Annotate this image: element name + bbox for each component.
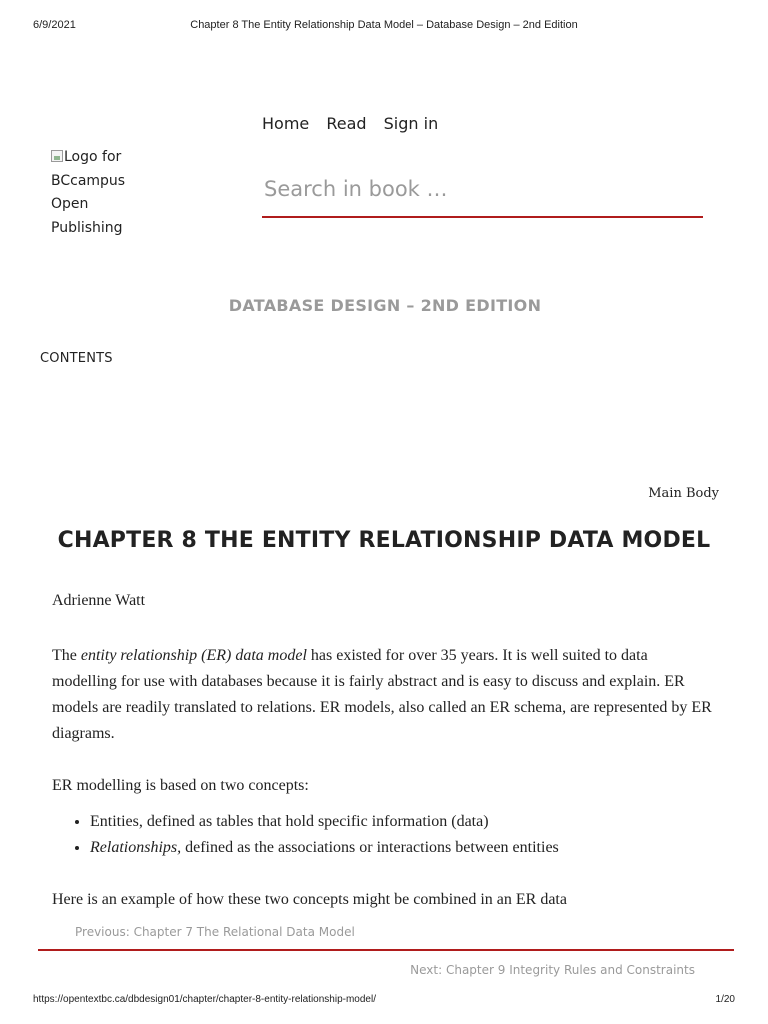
nav-sign-in-link[interactable]: Sign in bbox=[383, 114, 439, 133]
nav-home-link[interactable]: Home bbox=[262, 114, 310, 133]
chapter-title: CHAPTER 8 THE ENTITY RELATIONSHIP DATA MODEL bbox=[57, 528, 711, 553]
contents-toggle[interactable]: CONTENTS bbox=[40, 351, 113, 366]
example-paragraph: Here is an example of how these two concepts might be combined in an ER data bbox=[52, 891, 567, 908]
chapter-content bbox=[52, 643, 712, 939]
concepts-paragraph: ER modelling is based on two concepts: bbox=[52, 777, 309, 794]
broken-image-icon bbox=[51, 150, 63, 162]
print-page-number: 1/20 bbox=[715, 994, 735, 1005]
print-date: 6/9/2021 bbox=[33, 19, 76, 31]
er-model-term: entity relationship (ER) data model bbox=[80, 647, 307, 664]
next-chapter-link[interactable]: Next: Chapter 9 Integrity Rules and Constraints bbox=[410, 963, 695, 977]
concepts-list bbox=[52, 809, 712, 861]
nav-read-link[interactable]: Read bbox=[326, 114, 367, 133]
logo[interactable] bbox=[51, 146, 141, 240]
author: Adrienne Watt bbox=[52, 592, 146, 609]
list-item: • Relationships, defined as the associations or interactions between entities bbox=[90, 835, 712, 861]
top-nav bbox=[262, 114, 450, 133]
print-page-title: Chapter 8 The Entity Relationship Data Model – Database Design – 2nd Edition bbox=[190, 19, 578, 31]
logo-alt-text: Logo for BCcampus Open Publishing bbox=[51, 149, 126, 236]
book-title[interactable]: DATABASE DESIGN – 2ND EDITION bbox=[228, 296, 542, 315]
section-label: Main Body bbox=[648, 486, 719, 501]
search-input[interactable] bbox=[262, 162, 703, 218]
nav-divider bbox=[38, 949, 734, 951]
list-item: • Entities, defined as tables that hold specific information (data) bbox=[90, 809, 712, 835]
previous-chapter-link[interactable]: Previous: Chapter 7 The Relational Data Model bbox=[75, 925, 355, 939]
intro-paragraph: The entity relationship (ER) data model has existed for over 35 years. It is well suited to data modelling for use with databases because it is fairly abstract and is easy to discuss and explain. ER models are readily translated to relations. ER models, also called an ER schema, are represented by ER diagrams. bbox=[52, 647, 712, 742]
print-url: https://opentextbc.ca/dbdesign01/chapter/chapter-8-entity-relationship-model/ bbox=[33, 994, 376, 1005]
